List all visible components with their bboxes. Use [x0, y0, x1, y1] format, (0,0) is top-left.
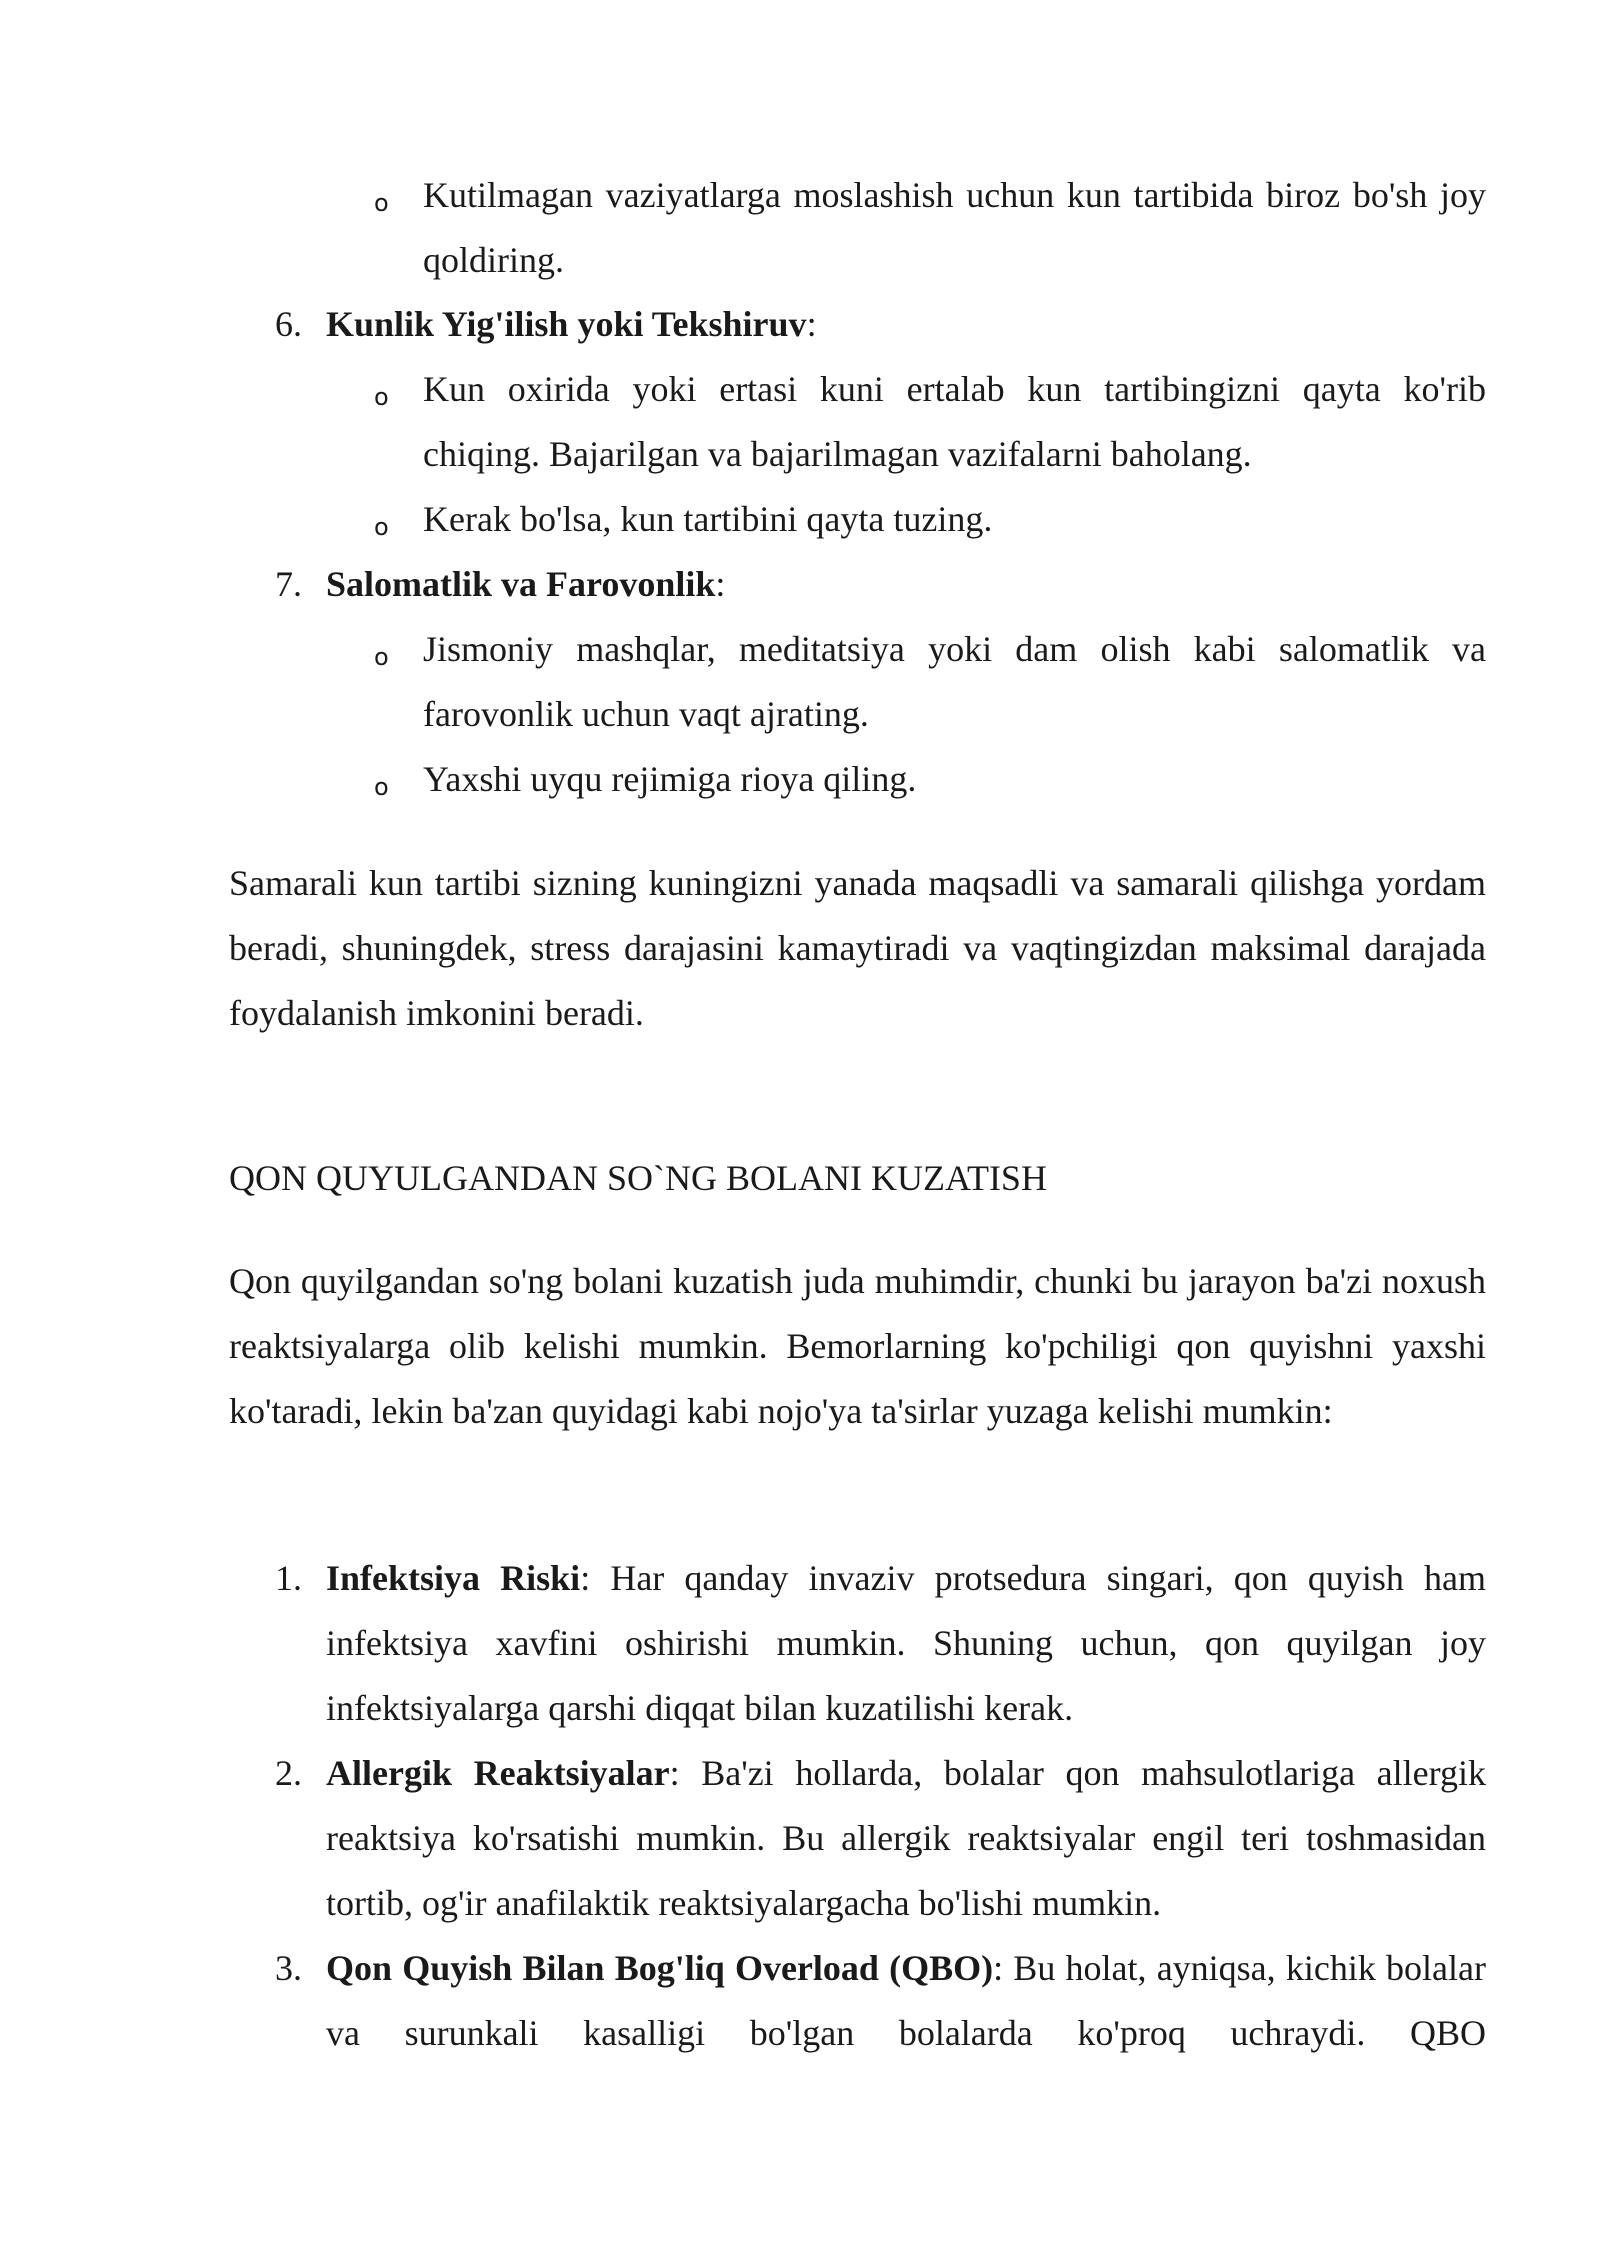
list-item — [229, 747, 1486, 812]
item-number: 7. — [275, 564, 302, 604]
intro-paragraph: Qon quyilgandan so'ng bolani kuzatish juda muhimdir, chunki bu jarayon ba'zi noxush reaktsiyalarga olib kelishi mumkin. Bemorlarning ko'pchiligi qon quyishni yaxshi ko'taradi, lekin ba'zan quyidagi kabi nojo'ya ta'sirlar yuzaga kelishi mumkin: — [229, 1261, 1486, 1431]
list-item — [229, 617, 1486, 747]
list-item — [229, 357, 1486, 487]
numbered-item-7 — [229, 552, 1486, 617]
list-item — [229, 163, 1486, 293]
numbered-item-3 — [229, 1936, 1486, 2066]
item-title: Kunlik Yig'ilish yoki Tekshiruv — [326, 304, 807, 344]
bullet-marker: o — [374, 773, 389, 801]
bullet-text: Kutilmagan vaziyatlarga moslashish uchun kun tartibida biroz bo'sh joy qoldiring. — [423, 175, 1486, 280]
summary-paragraph: Samarali kun tartibi sizning kuningizni yanada maqsadli va samarali qilishga yordam beradi, shuningdek, stress darajasini kamaytiradi va vaqtingizdan maksimal darajada foydalanish imkonini beradi. — [229, 863, 1486, 1033]
item-text: : Har qanday invaziv protsedura singari, qon quyish ham infektsiya xavfini oshirishi mumkin. Shuning uchun, qon quyilgan joy infektsiyalarga qarshi diqqat bilan kuzatilishi kerak. — [326, 1558, 1486, 1728]
list-item — [229, 487, 1486, 552]
item-title: Allergik Reaktsiyalar — [326, 1753, 670, 1793]
bullet-text: Yaxshi uyqu rejimiga rioya qiling. — [423, 759, 917, 799]
bullet-marker: o — [374, 643, 389, 671]
section-heading: QON QUYULGANDAN SO`NG BOLANI KUZATISH — [229, 1158, 1047, 1198]
bullet-marker: o — [374, 513, 389, 541]
numbered-item-1 — [229, 1546, 1486, 1741]
bullet-text: Kun oxirida yoki ertasi kuni ertalab kun tartibingizni qayta ko'rib chiqing. Bajarilgan va bajarilmagan vazifalarni baholang. — [423, 369, 1486, 474]
item-title: Infektsiya Riski — [326, 1558, 581, 1598]
numbered-item-6 — [229, 292, 1486, 357]
item-title: Salomatlik va Farovonlik — [326, 564, 716, 604]
bullet-marker: o — [374, 189, 389, 217]
item-suffix: : — [715, 564, 726, 604]
item-title: Qon Quyish Bilan Bog'liq Overload (QBO) — [326, 1948, 994, 1988]
item-text: : Bu holat, ayniqsa, kichik bolalar va surunkali kasalligi bo'lgan bolalarda ko'proq uchraydi. QBO — [326, 1948, 1486, 2053]
bullet-text: Jismoniy mashqlar, meditatsiya yoki dam olish kabi salomatlik va farovonlik uchun vaqt ajrating. — [423, 629, 1486, 734]
item-suffix: : — [806, 304, 817, 344]
item-number: 6. — [275, 304, 302, 344]
numbered-item-2 — [229, 1741, 1486, 1936]
bullet-marker: o — [374, 383, 389, 411]
item-number: 2. — [275, 1753, 302, 1793]
item-text: : Ba'zi hollarda, bolalar qon mahsulotlariga allergik reaktsiya ko'rsatishi mumkin. Bu allergik reaktsiyalar engil teri toshmasidan tortib, og'ir anafilaktik reaktsiyalargacha bo'lishi mumkin. — [326, 1753, 1486, 1923]
bullet-text: Kerak bo'lsa, kun tartibini qayta tuzing. — [423, 499, 993, 539]
item-number: 1. — [275, 1558, 302, 1598]
item-number: 3. — [275, 1948, 302, 1988]
